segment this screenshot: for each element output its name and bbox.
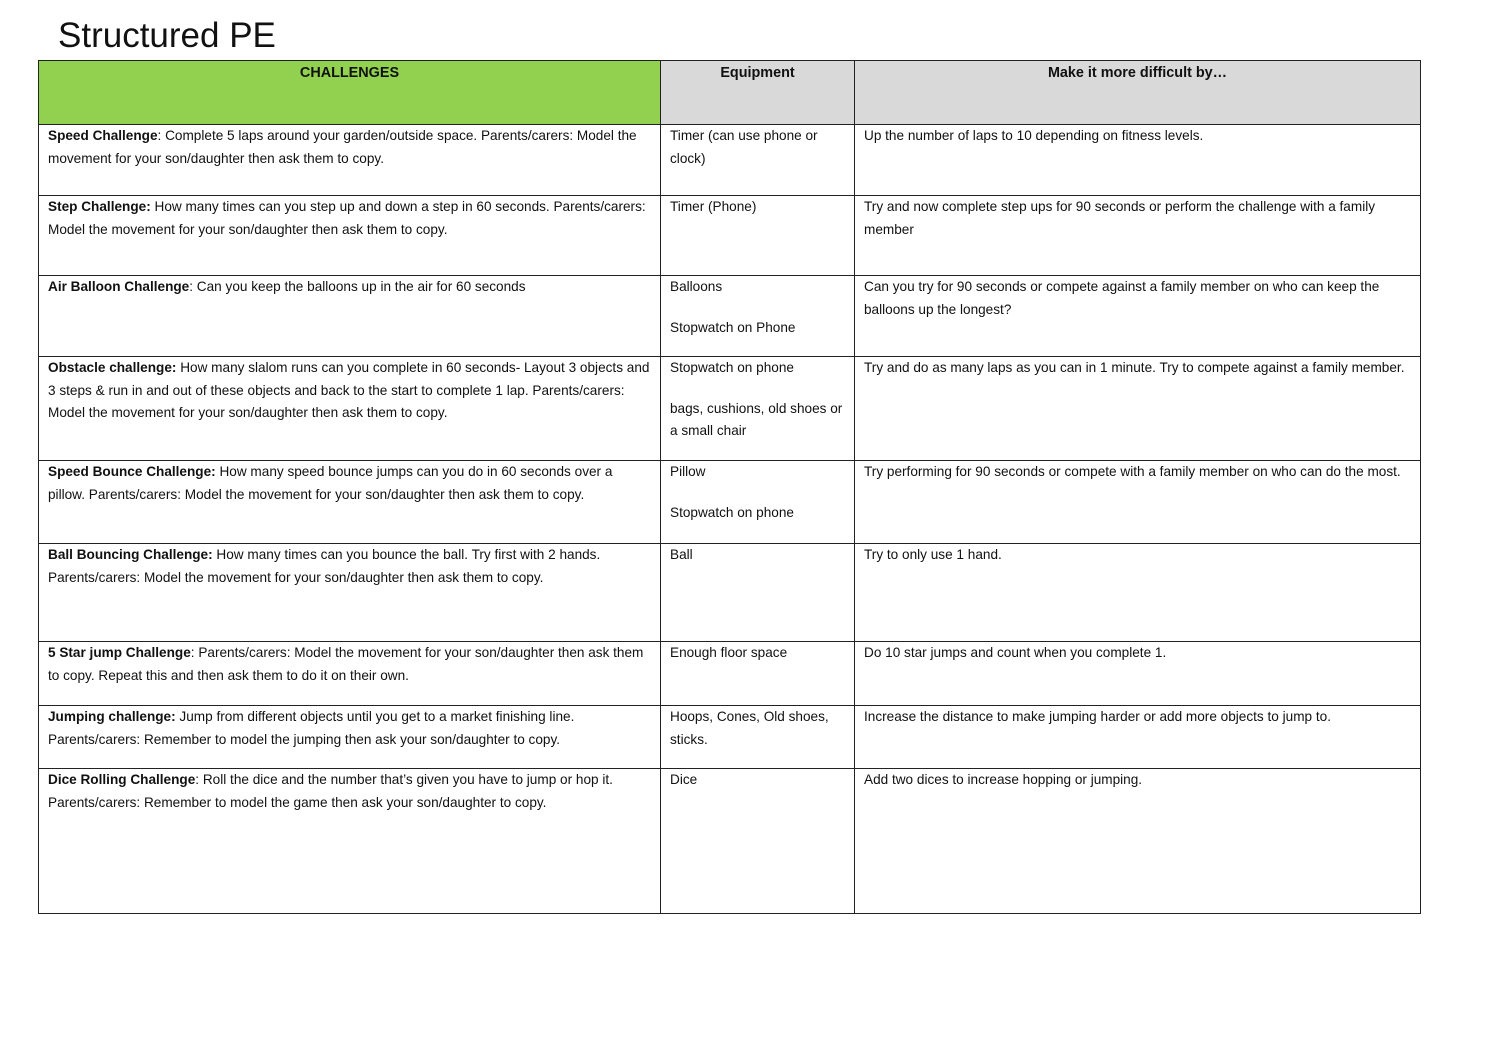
- table-row: [39, 125, 1421, 196]
- challenge-text: How many times can you step up and down a step in 60 seconds. Parents/carers: Model the movement for your son/daughter then ask them to copy.: [48, 199, 646, 237]
- challenge-label: Ball Bouncing Challenge:: [48, 547, 213, 562]
- equipment-item: Hoops, Cones, Old shoes, sticks.: [670, 709, 829, 747]
- harder-cell: Increase the distance to make jumping harder or add more objects to jump to.: [855, 706, 1421, 769]
- challenge-label: Air Balloon Challenge: [48, 279, 190, 294]
- equipment-cell: [661, 196, 855, 276]
- challenge-text: How many speed bounce jumps can you do in 60 seconds over a pillow. Parents/carers: Model the movement for your son/daughter then ask them to copy.: [48, 464, 613, 502]
- header-challenges: CHALLENGES: [39, 61, 661, 125]
- equipment-cell: [661, 642, 855, 706]
- equipment-item: Timer (Phone): [670, 199, 757, 214]
- equipment-cell: [661, 706, 855, 769]
- equipment-item: Pillow: [670, 464, 706, 479]
- challenge-text: How many slalom runs can you complete in 60 seconds- Layout 3 objects and 3 steps & run in and out of these objects and back to the start to complete 1 lap. Parents/carers: Model the movement for your son/daughter then ask them to copy.: [48, 360, 650, 420]
- challenge-text: How many times can you bounce the ball. Try first with 2 hands. Parents/carers: Model the movement for your son/daughter then ask them to copy.: [48, 547, 601, 585]
- harder-cell: Try and now complete step ups for 90 seconds or perform the challenge with a family member: [855, 196, 1421, 276]
- page-title: Structured PE: [58, 16, 276, 55]
- table-row: [39, 642, 1421, 706]
- harder-cell: Can you try for 90 seconds or compete against a family member on who can keep the balloons up the longest?: [855, 276, 1421, 357]
- challenge-cell: [39, 706, 661, 769]
- equipment-cell: [661, 461, 855, 544]
- challenge-cell: [39, 357, 661, 461]
- harder-cell: Try to only use 1 hand.: [855, 544, 1421, 642]
- table-row: [39, 196, 1421, 276]
- table-row: [39, 706, 1421, 769]
- equipment-item: Stopwatch on Phone: [670, 319, 796, 335]
- challenge-text: Jump from different objects until you get to a market finishing line. Parents/carers: Remember to model the jumping then ask your son/daughter to copy.: [48, 709, 575, 747]
- table-row: [39, 357, 1421, 461]
- harder-cell: Try and do as many laps as you can in 1 minute. Try to compete against a family member.: [855, 357, 1421, 461]
- header-row: [39, 61, 1421, 125]
- challenge-label: 5 Star jump Challenge: [48, 645, 191, 660]
- challenge-label: Speed Challenge: [48, 128, 158, 143]
- equipment-item: Dice: [670, 772, 698, 787]
- challenge-cell: [39, 544, 661, 642]
- harder-cell: Add two dices to increase hopping or jumping.: [855, 769, 1421, 914]
- challenge-text: : Can you keep the balloons up in the air for 60 seconds: [189, 279, 526, 294]
- equipment-item: Balloons: [670, 279, 723, 294]
- table-row: [39, 769, 1421, 914]
- harder-cell: Do 10 star jumps and count when you complete 1.: [855, 642, 1421, 706]
- challenge-cell: [39, 196, 661, 276]
- equipment-cell: [661, 276, 855, 357]
- challenges-table: [38, 60, 1421, 914]
- challenge-cell: [39, 461, 661, 544]
- challenge-cell: [39, 276, 661, 357]
- header-equipment: Equipment: [661, 61, 855, 125]
- equipment-cell: [661, 357, 855, 461]
- challenge-label: Jumping challenge:: [48, 709, 176, 724]
- challenge-text: : Parents/carers: Model the movement for your son/daughter then ask them to copy. Repeat this and then ask them to do it on their own.: [48, 645, 644, 683]
- challenge-label: Dice Rolling Challenge: [48, 772, 196, 787]
- header-harder: Make it more difficult by…: [855, 61, 1421, 125]
- equipment-item: Ball: [670, 547, 693, 562]
- challenge-text: : Complete 5 laps around your garden/outside space. Parents/carers: Model the movement for your son/daughter then ask them to copy.: [48, 128, 637, 166]
- challenge-text: : Roll the dice and the number that’s given you have to jump or hop it. Parents/carers: Remember to model the game then ask your son/daughter to copy.: [48, 772, 613, 810]
- challenge-label: Step Challenge:: [48, 199, 151, 214]
- challenge-cell: [39, 642, 661, 706]
- equipment-cell: [661, 769, 855, 914]
- equipment-item: bags, cushions, old shoes or a small chair: [670, 400, 843, 438]
- challenge-label: Obstacle challenge:: [48, 360, 177, 375]
- harder-cell: Try performing for 90 seconds or compete with a family member on who can do the most.: [855, 461, 1421, 544]
- table-row: [39, 544, 1421, 642]
- challenge-cell: [39, 769, 661, 914]
- challenge-label: Speed Bounce Challenge:: [48, 464, 216, 479]
- equipment-item: Timer (can use phone or clock): [670, 128, 818, 166]
- equipment-item: Stopwatch on phone: [670, 360, 794, 375]
- table-row: [39, 276, 1421, 357]
- equipment-item: Enough floor space: [670, 645, 788, 660]
- table-row: [39, 461, 1421, 544]
- equipment-item: Stopwatch on phone: [670, 504, 794, 520]
- equipment-cell: [661, 544, 855, 642]
- challenge-cell: [39, 125, 661, 196]
- harder-cell: Up the number of laps to 10 depending on fitness levels.: [855, 125, 1421, 196]
- equipment-cell: [661, 125, 855, 196]
